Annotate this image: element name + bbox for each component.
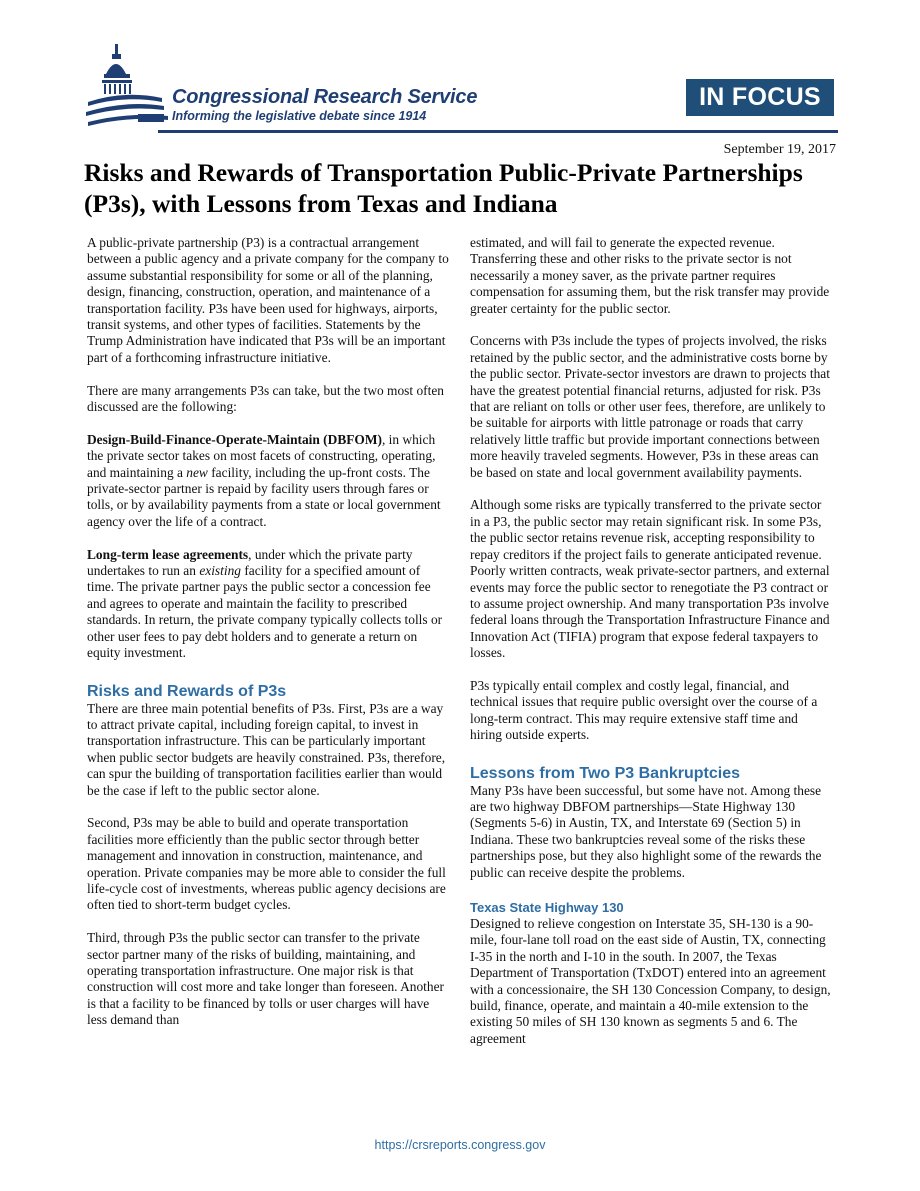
in-focus-badge: IN FOCUS (686, 79, 834, 116)
oversight-paragraph: P3s typically entail complex and costly legal, financial, and technical issues that require public oversight over the course of a long-term contract. This may require extensive staff time and hiring outside experts. (470, 677, 818, 743)
capitol-dome-icon (84, 40, 179, 132)
footer-url[interactable]: https://crsreports.congress.gov (374, 1138, 546, 1152)
dbfom-paragraph (87, 432, 449, 530)
lease-emphasis: existing (199, 563, 241, 579)
left-column (87, 235, 449, 1029)
bankruptcies-paragraph: Many P3s have been successful, but some have not. Among these are two highway DBFOM partnerships—State Highway 130 (Segments 5-6) in Austin, TX, and Interstate 69 (Section 5) in Indiana. These two bankruptcies reveal some of the risks these partnerships pose, but they also highlight some of the rewards the public can receive despite the problems. (470, 782, 822, 880)
texas-paragraph: Designed to relieve congestion on Interstate 35, SH-130 is a 90-mile, four-lane toll road on the east side of Austin, TX, connecting I-35 in the north and I-10 in the south. In 2007, the Texas Department of Transportation (TxDOT) entered into an agreement with a concessionaire, the SH 130 Concession Company, to design, build, finance, operate, and maintain a 40-mile extension to the existing 50 miles of SH 130 known as segments 5 and 6. The agreement (470, 915, 831, 1046)
page-title: Risks and Rewards of Transportation Public-Private Partnerships (P3s), with Lessons from Texas and Indiana (84, 158, 803, 218)
dbfom-emphasis: new (186, 464, 208, 480)
right-column (470, 235, 832, 1047)
org-tagline: Informing the legislative debate since 1914 (172, 109, 427, 123)
intro-paragraph: A public-private partnership (P3) is a contractual arrangement between a public agency and a private company for the company to assume substantial responsibility for some or all of the planning, design, financing, construction, operation, and maintenance of a transportation facility. P3s have been used for highways, airports, transit systems, and other types of facilities. Statements by the Trump Administration have indicated that P3s will be an important part of a forthcoming infrastructure initiative. (87, 235, 449, 365)
concerns-paragraph: Concerns with P3s include the types of projects involved, the risks retained by the public sector, and the administrative costs borne by the public sector. Private-sector investors are drawn to projects that have the greatest potential financial returns, adjusted for risk. P3s that are reliant on tolls or other user fees, therefore, are unlikely to be suitable for airports with little patronage or roads that carry relatively little traffic but provide important connections between more heavily traveled segments. However, P3s in these areas can be based on state and local government availability payments. (470, 333, 830, 480)
org-name: Congressional Research Service (172, 86, 478, 108)
dbfom-text-a: , in which the private sector takes on most facets of constructing, operating, and maintaining a (87, 431, 436, 480)
arrangements-paragraph: There are many arrangements P3s can take, but the two most often discussed are the following: (87, 382, 444, 415)
benefits-paragraph-1: There are three main potential benefits of P3s. First, P3s are a way to attract private capital, including foreign capital, to invest in transportation infrastructure. This can be particularly important when public sector budgets are heavily constrained. P3s, therefore, can spur the building of transportation facilities earlier than would be the case if left to the public sector alone. (87, 700, 446, 798)
benefits-paragraph-3: Third, through P3s the public sector can transfer to the private sector partner many of the risks of building, maintaining, and operating transportation infrastructure. One major risk is that construction will cost more and take longer than foreseen. Another is that a facility to be financed by tolls or user charges will have less demand than (87, 930, 444, 1028)
retained-risk-paragraph: Although some risks are typically transferred to the private sector in a P3, the public sector may retain significant risk. In some P3s, the public sector retains revenue risk, accepting responsibility to repay creditors if the project fails to generate anticipated revenue. Poorly written contracts, weak private-sector partners, and external events may force the public sector to renegotiate the P3 contract or to assume project ownership. And many transportation P3s involve federal loans through the Transportation Infrastructure Finance and Innovation Act (TIFIA) program that expose federal taxpayers to losses. (470, 497, 830, 661)
publication-date: September 19, 2017 (723, 142, 836, 157)
section-heading-lessons: Lessons from Two P3 Bankruptcies (470, 764, 740, 782)
risk-transfer-paragraph: estimated, and will fail to generate the expected revenue. Transferring these and other risks to the private sector is not necessarily a money saver, as the private partner requires compensation for assuming them, but the risk transfer may provide greater certainty for the public sector. (470, 235, 830, 316)
lease-text-b: facility for a specified amount of time. The private partner pays the public sector a concession fee and agrees to operate and maintain the facility to prescribed standards. In return, the private company typically collects tolls or other user fees to pay debt holders and to generate a return on equity investment. (87, 563, 443, 661)
header-rule (158, 130, 838, 133)
section-heading-risks: Risks and Rewards of P3s (87, 682, 287, 700)
subheading-texas: Texas State Highway 130 (470, 899, 624, 915)
lease-paragraph (87, 547, 449, 662)
dbfom-text-b: facility, including the up-front costs. The private-sector partner is repaid by facility users through fares or tolls, or by availability payments from a state or local government agency over the life of a contract. (87, 464, 441, 529)
lease-text-a: , under which the private party undertakes to run an (87, 546, 413, 579)
benefits-paragraph-2: Second, P3s may be able to build and operate transportation facilities more efficiently than the public sector through better management and innovation in construction, maintenance, and operation. Private companies may be more able to consider the full life-cycle cost of investments, whereas public agency decisions are often tied to short-term budget cycles. (87, 815, 446, 913)
lease-term: Long-term lease agreements (87, 546, 249, 562)
dbfom-term: Design-Build-Finance-Operate-Maintain (DBFOM) (87, 431, 382, 447)
